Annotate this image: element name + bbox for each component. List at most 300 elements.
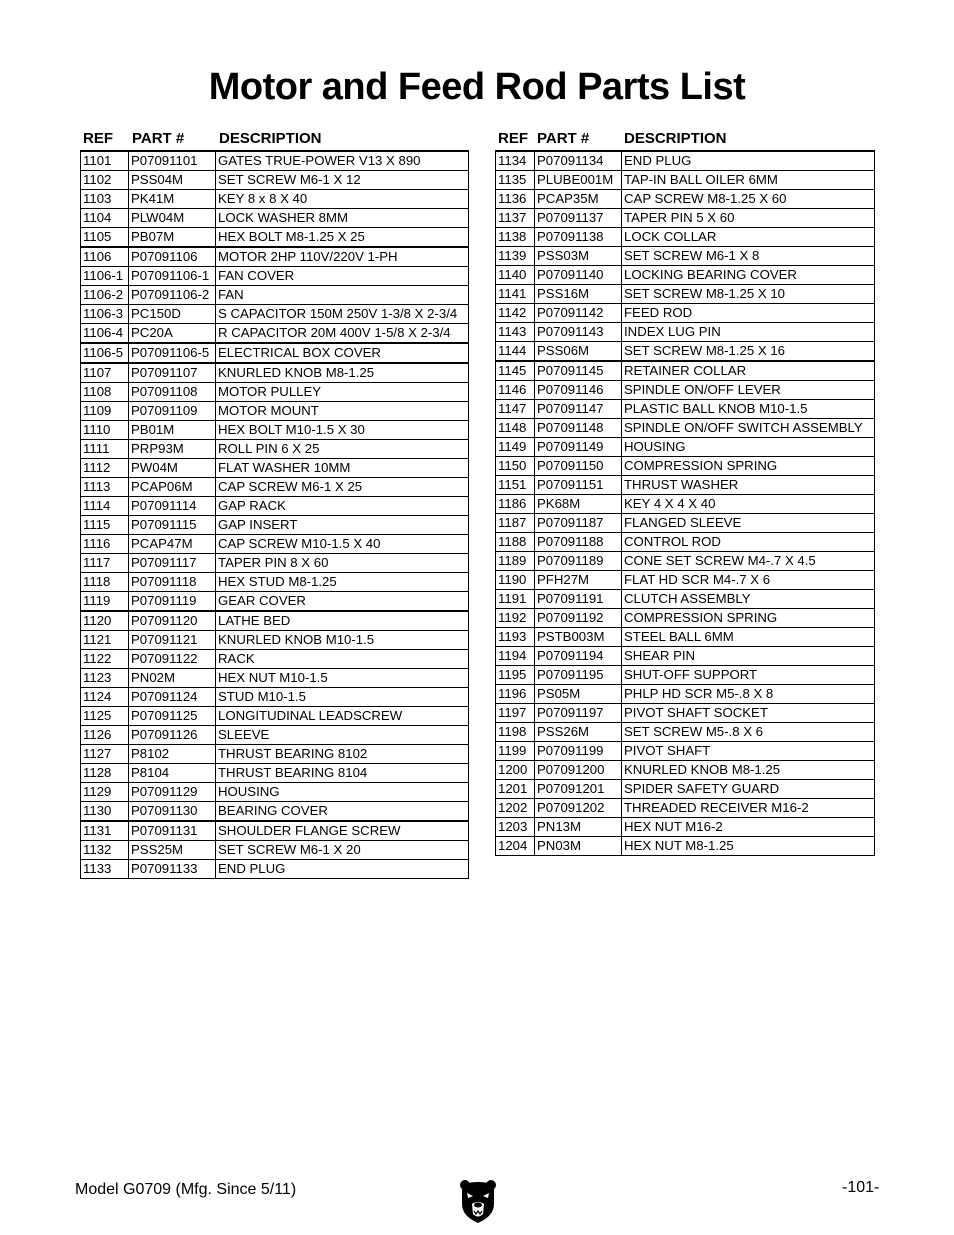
ref-cell: 1119 bbox=[81, 592, 129, 612]
description-cell: KNURLED KNOB M8-1.25 bbox=[216, 363, 469, 383]
description-cell: TAPER PIN 5 X 60 bbox=[622, 209, 875, 228]
part-number-cell: P07091119 bbox=[129, 592, 216, 612]
header-description: DESCRIPTION bbox=[624, 130, 727, 147]
part-number-cell: PC150D bbox=[129, 305, 216, 324]
table-row bbox=[81, 611, 469, 631]
description-cell: HEX BOLT M8-1.25 X 25 bbox=[216, 228, 469, 248]
part-number-cell: P07091147 bbox=[535, 400, 622, 419]
part-number-cell: P07091118 bbox=[129, 573, 216, 592]
part-number-cell: P07091201 bbox=[535, 780, 622, 799]
ref-cell: 1147 bbox=[496, 400, 535, 419]
table-row bbox=[81, 783, 469, 802]
ref-cell: 1190 bbox=[496, 571, 535, 590]
ref-cell: 1118 bbox=[81, 573, 129, 592]
table-row bbox=[496, 171, 875, 190]
table-row bbox=[496, 495, 875, 514]
description-cell: LOCKING BEARING COVER bbox=[622, 266, 875, 285]
description-cell: SET SCREW M8-1.25 X 16 bbox=[622, 342, 875, 362]
ref-cell: 1193 bbox=[496, 628, 535, 647]
table-row bbox=[496, 323, 875, 342]
part-number-cell: P07091200 bbox=[535, 761, 622, 780]
table-row bbox=[81, 459, 469, 478]
part-number-cell: P07091197 bbox=[535, 704, 622, 723]
description-cell: HEX STUD M8-1.25 bbox=[216, 573, 469, 592]
description-cell: HEX BOLT M10-1.5 X 30 bbox=[216, 421, 469, 440]
description-cell: HEX NUT M8-1.25 bbox=[622, 837, 875, 856]
ref-cell: 1195 bbox=[496, 666, 535, 685]
description-cell: GATES TRUE-POWER V13 X 890 bbox=[216, 151, 469, 171]
table-row bbox=[81, 305, 469, 324]
table-row bbox=[81, 440, 469, 459]
ref-cell: 1106 bbox=[81, 247, 129, 267]
part-number-cell: P07091199 bbox=[535, 742, 622, 761]
description-cell: SHOULDER FLANGE SCREW bbox=[216, 821, 469, 841]
description-cell: SET SCREW M6-1 X 12 bbox=[216, 171, 469, 190]
table-row bbox=[496, 266, 875, 285]
part-number-cell: P07091120 bbox=[129, 611, 216, 631]
description-cell: CONE SET SCREW M4-.7 X 4.5 bbox=[622, 552, 875, 571]
table-row bbox=[81, 151, 469, 171]
table-row bbox=[496, 228, 875, 247]
ref-cell: 1105 bbox=[81, 228, 129, 248]
ref-cell: 1192 bbox=[496, 609, 535, 628]
table-row bbox=[81, 707, 469, 726]
description-cell: KEY 4 X 4 X 40 bbox=[622, 495, 875, 514]
description-cell: MOTOR 2HP 110V/220V 1-PH bbox=[216, 247, 469, 267]
table-row bbox=[496, 419, 875, 438]
description-cell: SET SCREW M6-1 X 20 bbox=[216, 841, 469, 860]
description-cell: CONTROL ROD bbox=[622, 533, 875, 552]
description-cell: HOUSING bbox=[216, 783, 469, 802]
table-row bbox=[81, 497, 469, 516]
part-number-cell: P07091145 bbox=[535, 361, 622, 381]
table-row bbox=[81, 764, 469, 783]
description-cell: FAN bbox=[216, 286, 469, 305]
ref-cell: 1101 bbox=[81, 151, 129, 171]
ref-cell: 1198 bbox=[496, 723, 535, 742]
ref-cell: 1130 bbox=[81, 802, 129, 822]
description-cell: KNURLED KNOB M8-1.25 bbox=[622, 761, 875, 780]
part-number-cell: P07091106 bbox=[129, 247, 216, 267]
ref-cell: 1139 bbox=[496, 247, 535, 266]
description-cell: PIVOT SHAFT bbox=[622, 742, 875, 761]
part-number-cell: P8104 bbox=[129, 764, 216, 783]
ref-cell: 1138 bbox=[496, 228, 535, 247]
part-number-cell: PCAP06M bbox=[129, 478, 216, 497]
ref-cell: 1128 bbox=[81, 764, 129, 783]
table-row bbox=[81, 286, 469, 305]
table-row bbox=[496, 647, 875, 666]
description-cell: SPIDER SAFETY GUARD bbox=[622, 780, 875, 799]
table-row bbox=[81, 554, 469, 573]
description-cell: LATHE BED bbox=[216, 611, 469, 631]
ref-cell: 1149 bbox=[496, 438, 535, 457]
header-part: PART # bbox=[132, 130, 185, 147]
ref-cell: 1143 bbox=[496, 323, 535, 342]
table-row bbox=[496, 476, 875, 495]
table-row bbox=[496, 151, 875, 171]
ref-cell: 1187 bbox=[496, 514, 535, 533]
part-number-cell: P07091146 bbox=[535, 381, 622, 400]
part-number-cell: PK41M bbox=[129, 190, 216, 209]
description-cell: INDEX LUG PIN bbox=[622, 323, 875, 342]
part-number-cell: PB07M bbox=[129, 228, 216, 248]
table-row bbox=[496, 400, 875, 419]
table-row bbox=[81, 363, 469, 383]
description-cell: PIVOT SHAFT SOCKET bbox=[622, 704, 875, 723]
description-cell: STUD M10-1.5 bbox=[216, 688, 469, 707]
ref-cell: 1135 bbox=[496, 171, 535, 190]
part-number-cell: P07091131 bbox=[129, 821, 216, 841]
table-row bbox=[496, 304, 875, 323]
part-number-cell: PW04M bbox=[129, 459, 216, 478]
table-row bbox=[496, 381, 875, 400]
description-cell: HEX NUT M16-2 bbox=[622, 818, 875, 837]
part-number-cell: P07091192 bbox=[535, 609, 622, 628]
ref-cell: 1127 bbox=[81, 745, 129, 764]
ref-cell: 1140 bbox=[496, 266, 535, 285]
part-number-cell: P07091202 bbox=[535, 799, 622, 818]
part-number-cell: PN02M bbox=[129, 669, 216, 688]
part-number-cell: PSTB003M bbox=[535, 628, 622, 647]
description-cell: BEARING COVER bbox=[216, 802, 469, 822]
table-row bbox=[81, 573, 469, 592]
table-row bbox=[81, 860, 469, 879]
ref-cell: 1116 bbox=[81, 535, 129, 554]
ref-cell: 1148 bbox=[496, 419, 535, 438]
table-row bbox=[81, 228, 469, 248]
description-cell: HEX NUT M10-1.5 bbox=[216, 669, 469, 688]
table-row bbox=[81, 726, 469, 745]
ref-cell: 1189 bbox=[496, 552, 535, 571]
table-row bbox=[81, 592, 469, 612]
description-cell: PHLP HD SCR M5-.8 X 8 bbox=[622, 685, 875, 704]
part-number-cell: P07091101 bbox=[129, 151, 216, 171]
part-number-cell: PSS04M bbox=[129, 171, 216, 190]
table-row bbox=[496, 837, 875, 856]
table-row bbox=[81, 535, 469, 554]
ref-cell: 1123 bbox=[81, 669, 129, 688]
ref-cell: 1106-5 bbox=[81, 343, 129, 363]
part-number-cell: P07091142 bbox=[535, 304, 622, 323]
table-row bbox=[496, 704, 875, 723]
description-cell: SHUT-OFF SUPPORT bbox=[622, 666, 875, 685]
table-row bbox=[496, 742, 875, 761]
part-number-cell: PS05M bbox=[535, 685, 622, 704]
bear-head-icon bbox=[458, 1178, 498, 1224]
part-number-cell: PRP93M bbox=[129, 440, 216, 459]
description-cell: TAPER PIN 8 X 60 bbox=[216, 554, 469, 573]
table-row bbox=[496, 780, 875, 799]
description-cell: FAN COVER bbox=[216, 267, 469, 286]
description-cell: RACK bbox=[216, 650, 469, 669]
description-cell: COMPRESSION SPRING bbox=[622, 457, 875, 476]
description-cell: LONGITUDINAL LEADSCREW bbox=[216, 707, 469, 726]
table-row bbox=[496, 723, 875, 742]
ref-cell: 1106-1 bbox=[81, 267, 129, 286]
part-number-cell: PSS26M bbox=[535, 723, 622, 742]
ref-cell: 1102 bbox=[81, 171, 129, 190]
description-cell: END PLUG bbox=[622, 151, 875, 171]
ref-cell: 1126 bbox=[81, 726, 129, 745]
ref-cell: 1145 bbox=[496, 361, 535, 381]
part-number-cell: P07091107 bbox=[129, 363, 216, 383]
part-number-cell: P07091121 bbox=[129, 631, 216, 650]
part-number-cell: PLUBE001M bbox=[535, 171, 622, 190]
part-number-cell: P07091106-1 bbox=[129, 267, 216, 286]
table-row bbox=[81, 478, 469, 497]
description-cell: ROLL PIN 6 X 25 bbox=[216, 440, 469, 459]
part-number-cell: P07091143 bbox=[535, 323, 622, 342]
table-row bbox=[81, 745, 469, 764]
ref-cell: 1114 bbox=[81, 497, 129, 516]
part-number-cell: P07091125 bbox=[129, 707, 216, 726]
part-number-cell: P07091108 bbox=[129, 383, 216, 402]
description-cell: ELECTRICAL BOX COVER bbox=[216, 343, 469, 363]
table-row bbox=[496, 285, 875, 304]
description-cell: END PLUG bbox=[216, 860, 469, 879]
ref-cell: 1103 bbox=[81, 190, 129, 209]
description-cell: FLAT HD SCR M4-.7 X 6 bbox=[622, 571, 875, 590]
table-row bbox=[81, 688, 469, 707]
table-row bbox=[496, 761, 875, 780]
description-cell: KEY 8 x 8 X 40 bbox=[216, 190, 469, 209]
ref-cell: 1134 bbox=[496, 151, 535, 171]
part-number-cell: PCAP35M bbox=[535, 190, 622, 209]
ref-cell: 1106-4 bbox=[81, 324, 129, 344]
ref-cell: 1131 bbox=[81, 821, 129, 841]
part-number-cell: P07091188 bbox=[535, 533, 622, 552]
ref-cell: 1201 bbox=[496, 780, 535, 799]
description-cell: SET SCREW M8-1.25 X 10 bbox=[622, 285, 875, 304]
ref-cell: 1188 bbox=[496, 533, 535, 552]
part-number-cell: P07091117 bbox=[129, 554, 216, 573]
description-cell: SPINDLE ON/OFF SWITCH ASSEMBLY bbox=[622, 419, 875, 438]
table-row bbox=[496, 533, 875, 552]
ref-cell: 1194 bbox=[496, 647, 535, 666]
part-number-cell: P07091133 bbox=[129, 860, 216, 879]
table-row bbox=[81, 802, 469, 822]
table-row bbox=[496, 552, 875, 571]
part-number-cell: P07091195 bbox=[535, 666, 622, 685]
description-cell: FLAT WASHER 10MM bbox=[216, 459, 469, 478]
table-row bbox=[81, 267, 469, 286]
parts-table-left bbox=[80, 150, 469, 879]
part-number-cell: PN03M bbox=[535, 837, 622, 856]
ref-cell: 1117 bbox=[81, 554, 129, 573]
table-row bbox=[81, 247, 469, 267]
ref-cell: 1125 bbox=[81, 707, 129, 726]
table-row bbox=[81, 209, 469, 228]
footer-model: Model G0709 (Mfg. Since 5/11) bbox=[75, 1181, 297, 1198]
ref-cell: 1202 bbox=[496, 799, 535, 818]
description-cell: CLUTCH ASSEMBLY bbox=[622, 590, 875, 609]
ref-cell: 1112 bbox=[81, 459, 129, 478]
ref-cell: 1197 bbox=[496, 704, 535, 723]
ref-cell: 1129 bbox=[81, 783, 129, 802]
ref-cell: 1111 bbox=[81, 440, 129, 459]
description-cell: TAP-IN BALL OILER 6MM bbox=[622, 171, 875, 190]
table-row bbox=[81, 402, 469, 421]
table-row bbox=[496, 247, 875, 266]
description-cell: SLEEVE bbox=[216, 726, 469, 745]
part-number-cell: P07091129 bbox=[129, 783, 216, 802]
ref-cell: 1124 bbox=[81, 688, 129, 707]
page-title: Motor and Feed Rod Parts List bbox=[208, 66, 746, 108]
table-row bbox=[81, 516, 469, 535]
part-number-cell: P07091140 bbox=[535, 266, 622, 285]
table-row bbox=[496, 571, 875, 590]
table-row bbox=[81, 171, 469, 190]
part-number-cell: P07091137 bbox=[535, 209, 622, 228]
part-number-cell: P07091189 bbox=[535, 552, 622, 571]
table-row bbox=[81, 669, 469, 688]
part-number-cell: PFH27M bbox=[535, 571, 622, 590]
ref-cell: 1141 bbox=[496, 285, 535, 304]
ref-cell: 1146 bbox=[496, 381, 535, 400]
description-cell: GAP RACK bbox=[216, 497, 469, 516]
ref-cell: 1199 bbox=[496, 742, 535, 761]
part-number-cell: PC20A bbox=[129, 324, 216, 344]
table-row bbox=[496, 818, 875, 837]
column-headers bbox=[495, 128, 874, 150]
header-ref: REF bbox=[83, 130, 113, 147]
part-number-cell: PLW04M bbox=[129, 209, 216, 228]
table-row bbox=[496, 666, 875, 685]
description-cell: THRUST BEARING 8102 bbox=[216, 745, 469, 764]
description-cell: SET SCREW M5-.8 X 6 bbox=[622, 723, 875, 742]
ref-cell: 1121 bbox=[81, 631, 129, 650]
parts-table-right bbox=[495, 150, 875, 856]
table-row bbox=[496, 628, 875, 647]
table-row bbox=[496, 799, 875, 818]
description-cell: KNURLED KNOB M10-1.5 bbox=[216, 631, 469, 650]
ref-cell: 1203 bbox=[496, 818, 535, 837]
part-number-cell: PN13M bbox=[535, 818, 622, 837]
part-number-cell: P07091150 bbox=[535, 457, 622, 476]
description-cell: THREADED RECEIVER M16-2 bbox=[622, 799, 875, 818]
part-number-cell: P07091115 bbox=[129, 516, 216, 535]
description-cell: FEED ROD bbox=[622, 304, 875, 323]
header-part: PART # bbox=[537, 130, 590, 147]
ref-cell: 1150 bbox=[496, 457, 535, 476]
part-number-cell: P07091106-5 bbox=[129, 343, 216, 363]
table-row bbox=[81, 650, 469, 669]
ref-cell: 1137 bbox=[496, 209, 535, 228]
part-number-cell: P07091151 bbox=[535, 476, 622, 495]
parts-list-right bbox=[495, 128, 875, 856]
ref-cell: 1106-2 bbox=[81, 286, 129, 305]
description-cell: HOUSING bbox=[622, 438, 875, 457]
ref-cell: 1142 bbox=[496, 304, 535, 323]
description-cell: LOCK WASHER 8MM bbox=[216, 209, 469, 228]
ref-cell: 1115 bbox=[81, 516, 129, 535]
part-number-cell: P07091106-2 bbox=[129, 286, 216, 305]
part-number-cell: PK68M bbox=[535, 495, 622, 514]
description-cell: STEEL BALL 6MM bbox=[622, 628, 875, 647]
ref-cell: 1191 bbox=[496, 590, 535, 609]
ref-cell: 1196 bbox=[496, 685, 535, 704]
ref-cell: 1151 bbox=[496, 476, 535, 495]
part-number-cell: P07091138 bbox=[535, 228, 622, 247]
description-cell: FLANGED SLEEVE bbox=[622, 514, 875, 533]
description-cell: SET SCREW M6-1 X 8 bbox=[622, 247, 875, 266]
table-row bbox=[496, 190, 875, 209]
table-row bbox=[81, 343, 469, 363]
ref-cell: 1110 bbox=[81, 421, 129, 440]
part-number-cell: P07091194 bbox=[535, 647, 622, 666]
description-cell: GEAR COVER bbox=[216, 592, 469, 612]
ref-cell: 1106-3 bbox=[81, 305, 129, 324]
table-row bbox=[496, 457, 875, 476]
table-row bbox=[496, 342, 875, 362]
ref-cell: 1132 bbox=[81, 841, 129, 860]
description-cell: THRUST BEARING 8104 bbox=[216, 764, 469, 783]
description-cell: CAP SCREW M10-1.5 X 40 bbox=[216, 535, 469, 554]
part-number-cell: P07091191 bbox=[535, 590, 622, 609]
part-number-cell: P07091148 bbox=[535, 419, 622, 438]
part-number-cell: PSS06M bbox=[535, 342, 622, 362]
ref-cell: 1113 bbox=[81, 478, 129, 497]
description-cell: COMPRESSION SPRING bbox=[622, 609, 875, 628]
page-number: -101- bbox=[842, 1179, 880, 1196]
description-cell: GAP INSERT bbox=[216, 516, 469, 535]
table-row bbox=[496, 590, 875, 609]
ref-cell: 1204 bbox=[496, 837, 535, 856]
description-cell: MOTOR MOUNT bbox=[216, 402, 469, 421]
description-cell: THRUST WASHER bbox=[622, 476, 875, 495]
ref-cell: 1104 bbox=[81, 209, 129, 228]
description-cell: CAP SCREW M8-1.25 X 60 bbox=[622, 190, 875, 209]
description-cell: R CAPACITOR 20M 400V 1-5/8 X 2-3/4 bbox=[216, 324, 469, 344]
table-row bbox=[81, 324, 469, 344]
table-row bbox=[81, 383, 469, 402]
part-number-cell: P07091187 bbox=[535, 514, 622, 533]
table-row bbox=[81, 421, 469, 440]
ref-cell: 1122 bbox=[81, 650, 129, 669]
table-row bbox=[81, 190, 469, 209]
table-row bbox=[496, 514, 875, 533]
table-row bbox=[81, 841, 469, 860]
table-row bbox=[496, 361, 875, 381]
description-cell: SPINDLE ON/OFF LEVER bbox=[622, 381, 875, 400]
table-row bbox=[496, 438, 875, 457]
part-number-cell: PSS25M bbox=[129, 841, 216, 860]
description-cell: CAP SCREW M6-1 X 25 bbox=[216, 478, 469, 497]
ref-cell: 1133 bbox=[81, 860, 129, 879]
part-number-cell: P07091130 bbox=[129, 802, 216, 822]
ref-cell: 1136 bbox=[496, 190, 535, 209]
parts-list-left bbox=[80, 128, 469, 879]
ref-cell: 1108 bbox=[81, 383, 129, 402]
description-cell: PLASTIC BALL KNOB M10-1.5 bbox=[622, 400, 875, 419]
column-headers bbox=[80, 128, 468, 150]
description-cell: MOTOR PULLEY bbox=[216, 383, 469, 402]
description-cell: LOCK COLLAR bbox=[622, 228, 875, 247]
header-description: DESCRIPTION bbox=[219, 130, 322, 147]
part-number-cell: P8102 bbox=[129, 745, 216, 764]
ref-cell: 1107 bbox=[81, 363, 129, 383]
ref-cell: 1186 bbox=[496, 495, 535, 514]
description-cell: S CAPACITOR 150M 250V 1-3/8 X 2-3/4 bbox=[216, 305, 469, 324]
part-number-cell: PSS03M bbox=[535, 247, 622, 266]
description-cell: RETAINER COLLAR bbox=[622, 361, 875, 381]
part-number-cell: PB01M bbox=[129, 421, 216, 440]
part-number-cell: P07091122 bbox=[129, 650, 216, 669]
table-row bbox=[496, 685, 875, 704]
part-number-cell: P07091126 bbox=[129, 726, 216, 745]
table-row bbox=[496, 209, 875, 228]
